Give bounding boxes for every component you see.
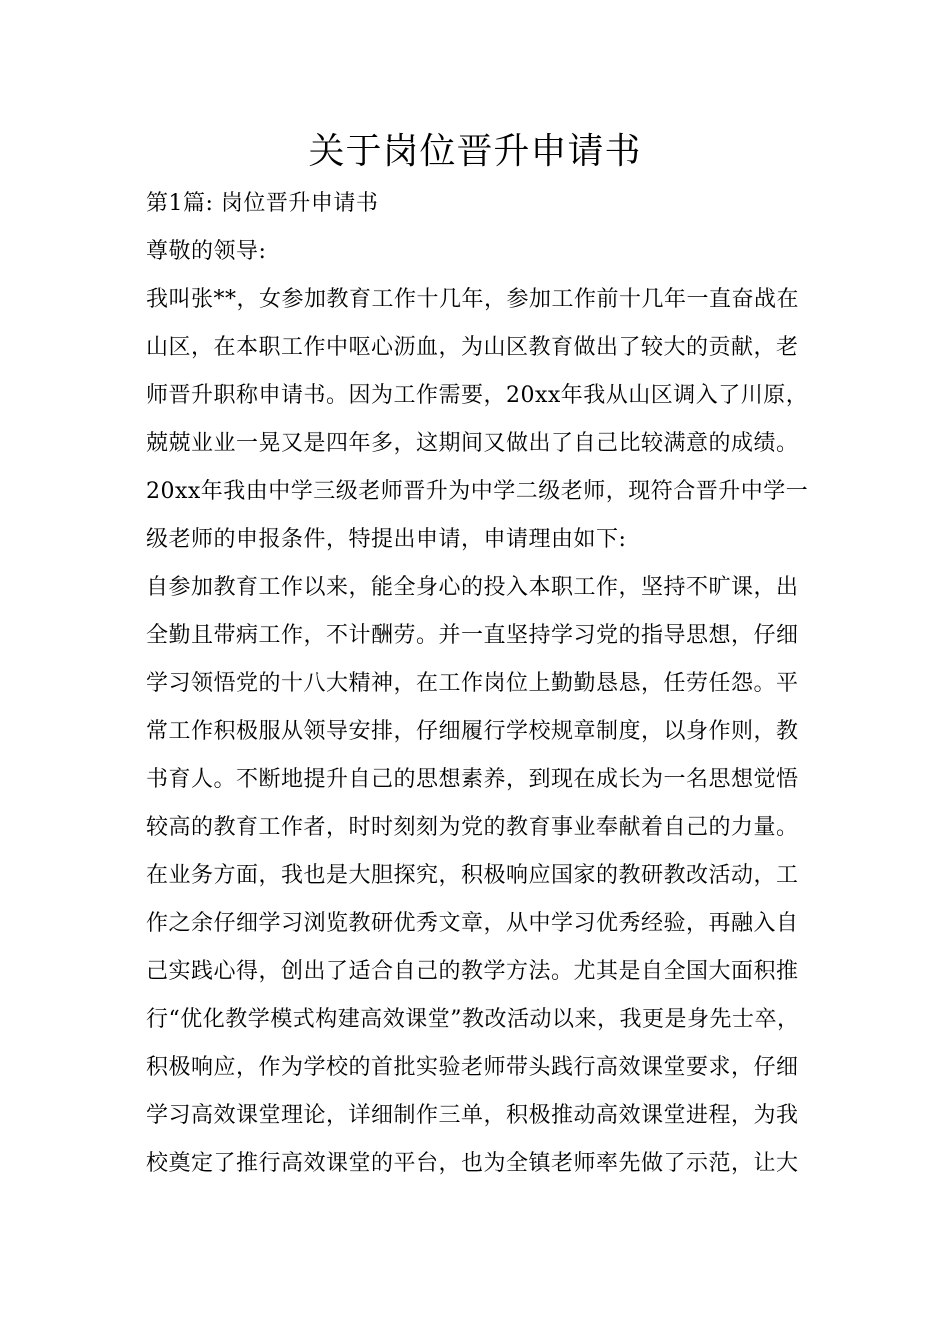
paragraph-line: 全勤且带病工作，不计酬劳。并一直坚持学习党的指导思想，仔细 xyxy=(146,623,799,648)
document-body xyxy=(146,180,826,1188)
paragraph-line: 学习高效课堂理论，详细制作三单，积极推动高效课堂进程，为我 xyxy=(146,1103,799,1128)
paragraph-line: 积极响应，作为学校的首批实验老师带头践行高效课堂要求，仔细 xyxy=(146,1055,799,1080)
section-heading: 第1篇: 岗位晋升申请书 xyxy=(146,191,379,216)
paragraph-line: 20xx年我由中学三级老师晋升为中学二级老师，现符合晋升中学一 xyxy=(146,479,809,504)
paragraph-line: 自参加教育工作以来，能全身心的投入本职工作，坚持不旷课，出 xyxy=(146,575,799,600)
salutation: 尊敬的领导: xyxy=(146,239,267,264)
paragraph-line: 学习领悟党的十八大精神，在工作岗位上勤勤恳恳，任劳任怨。平 xyxy=(146,671,799,696)
document-title: 关于岗位晋升申请书 xyxy=(308,131,642,172)
paragraph-line: 作之余仔细学习浏览教研优秀文章，从中学习优秀经验，再融入自 xyxy=(146,911,799,936)
paragraph-line: 兢兢业业一晃又是四年多，这期间又做出了自己比较满意的成绩。 xyxy=(146,431,799,456)
paragraph-line: 较高的教育工作者，时时刻刻为党的教育事业奉献着自己的力量。 xyxy=(146,815,799,840)
paragraph-line: 级老师的申报条件，特提出申请，申请理由如下: xyxy=(146,527,627,552)
paragraph-line: 校奠定了推行高效课堂的平台，也为全镇老师率先做了示范，让大 xyxy=(146,1151,799,1176)
paragraph-3 xyxy=(146,852,826,1188)
paragraph-line: 书育人。不断地提升自己的思想素养，到现在成长为一名思想觉悟 xyxy=(146,767,799,792)
paragraph-2 xyxy=(146,564,826,852)
paragraph-line: 常工作积极服从领导安排，仔细履行学校规章制度，以身作则，教 xyxy=(146,719,799,744)
paragraph-line: 山区，在本职工作中呕心沥血，为山区教育做出了较大的贡献，老 xyxy=(146,335,799,360)
paragraph-line: 在业务方面，我也是大胆探究，积极响应国家的教研教改活动，工 xyxy=(146,863,799,888)
paragraph-line: 我叫张**，女参加教育工作十几年，参加工作前十几年一直奋战在 xyxy=(146,287,800,312)
paragraph-line: 己实践心得，创出了适合自己的教学方法。尤其是自全国大面积推 xyxy=(146,959,799,984)
paragraph-line: 行“优化教学模式构建高效课堂”教改活动以来，我更是身先士卒， xyxy=(146,1007,800,1032)
paragraph-1 xyxy=(146,276,826,564)
paragraph-line: 师晋升职称申请书。因为工作需要，20xx年我从山区调入了川原， xyxy=(146,383,809,408)
